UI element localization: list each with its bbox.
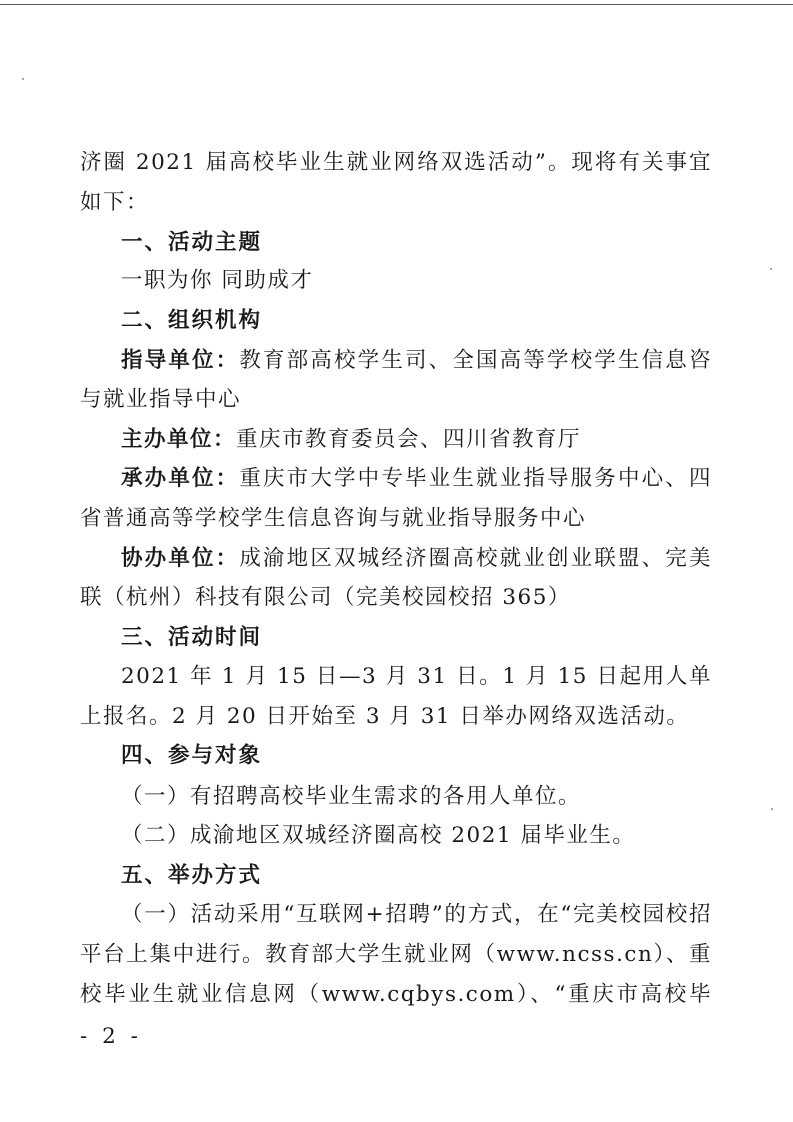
body-line: 上报名。2 月 20 日开始至 3 月 31 日举办网络双选活动。 — [80, 704, 690, 729]
body-line: 与就业指导中心 — [80, 387, 242, 412]
body-line: （二）成渝地区双城经济圈高校 2021 届毕业生。 — [121, 823, 636, 848]
body-line: （一）活动采用“互联网+招聘”的方式，在“完美校园校招 — [121, 902, 712, 927]
org-text: 成渝地区双城经济圈高校就业创业联盟、完美 — [239, 546, 712, 571]
section-heading-participants: 四、参与对象 — [121, 743, 263, 768]
org-label: 协办单位： — [121, 546, 240, 571]
org-text: 重庆市大学中专毕业生就业指导服务中心、四 — [239, 466, 712, 491]
body-line: 平台上集中进行。教育部大学生就业网（www.ncss.cn）、重 — [80, 942, 712, 967]
body-line: 济圈 2021 届高校毕业生就业网络双选活动”。现将有关事宜 — [80, 150, 712, 175]
section-heading-time: 三、活动时间 — [121, 625, 263, 650]
body-line: 2021 年 1 月 15 日—3 月 31 日。1 月 15 日起用人单 — [121, 664, 712, 689]
page-number: - 2 - — [80, 1024, 142, 1049]
org-organizer-line — [121, 464, 712, 494]
body-line: （一）有招聘高校毕业生需求的各用人单位。 — [121, 784, 582, 809]
org-label: 承办单位： — [121, 466, 240, 491]
body-line: 一职为你 同助成才 — [121, 268, 314, 293]
org-label: 主办单位： — [121, 427, 237, 452]
org-text: 重庆市教育委员会、四川省教育厅 — [236, 427, 582, 452]
body-line: 省普通高等学校学生信息咨询与就业指导服务中心 — [80, 506, 587, 531]
org-host-line — [121, 425, 761, 455]
section-heading-organization: 二、组织机构 — [121, 308, 263, 333]
org-text: 教育部高校学生司、全国高等学校学生信息咨 — [239, 348, 712, 373]
body-line: 如下： — [80, 190, 150, 215]
section-heading-theme: 一、活动主题 — [121, 230, 263, 255]
org-label: 指导单位： — [121, 348, 240, 373]
body-line: 联（杭州）科技有限公司（完美校园校招 365） — [80, 585, 571, 610]
org-guide-line — [121, 346, 712, 376]
org-co-organizer-line — [121, 544, 712, 574]
body-line: 校毕业生就业信息网（www.cqbys.com）、“重庆市高校毕 — [80, 982, 712, 1007]
section-heading-method: 五、举办方式 — [121, 863, 263, 888]
